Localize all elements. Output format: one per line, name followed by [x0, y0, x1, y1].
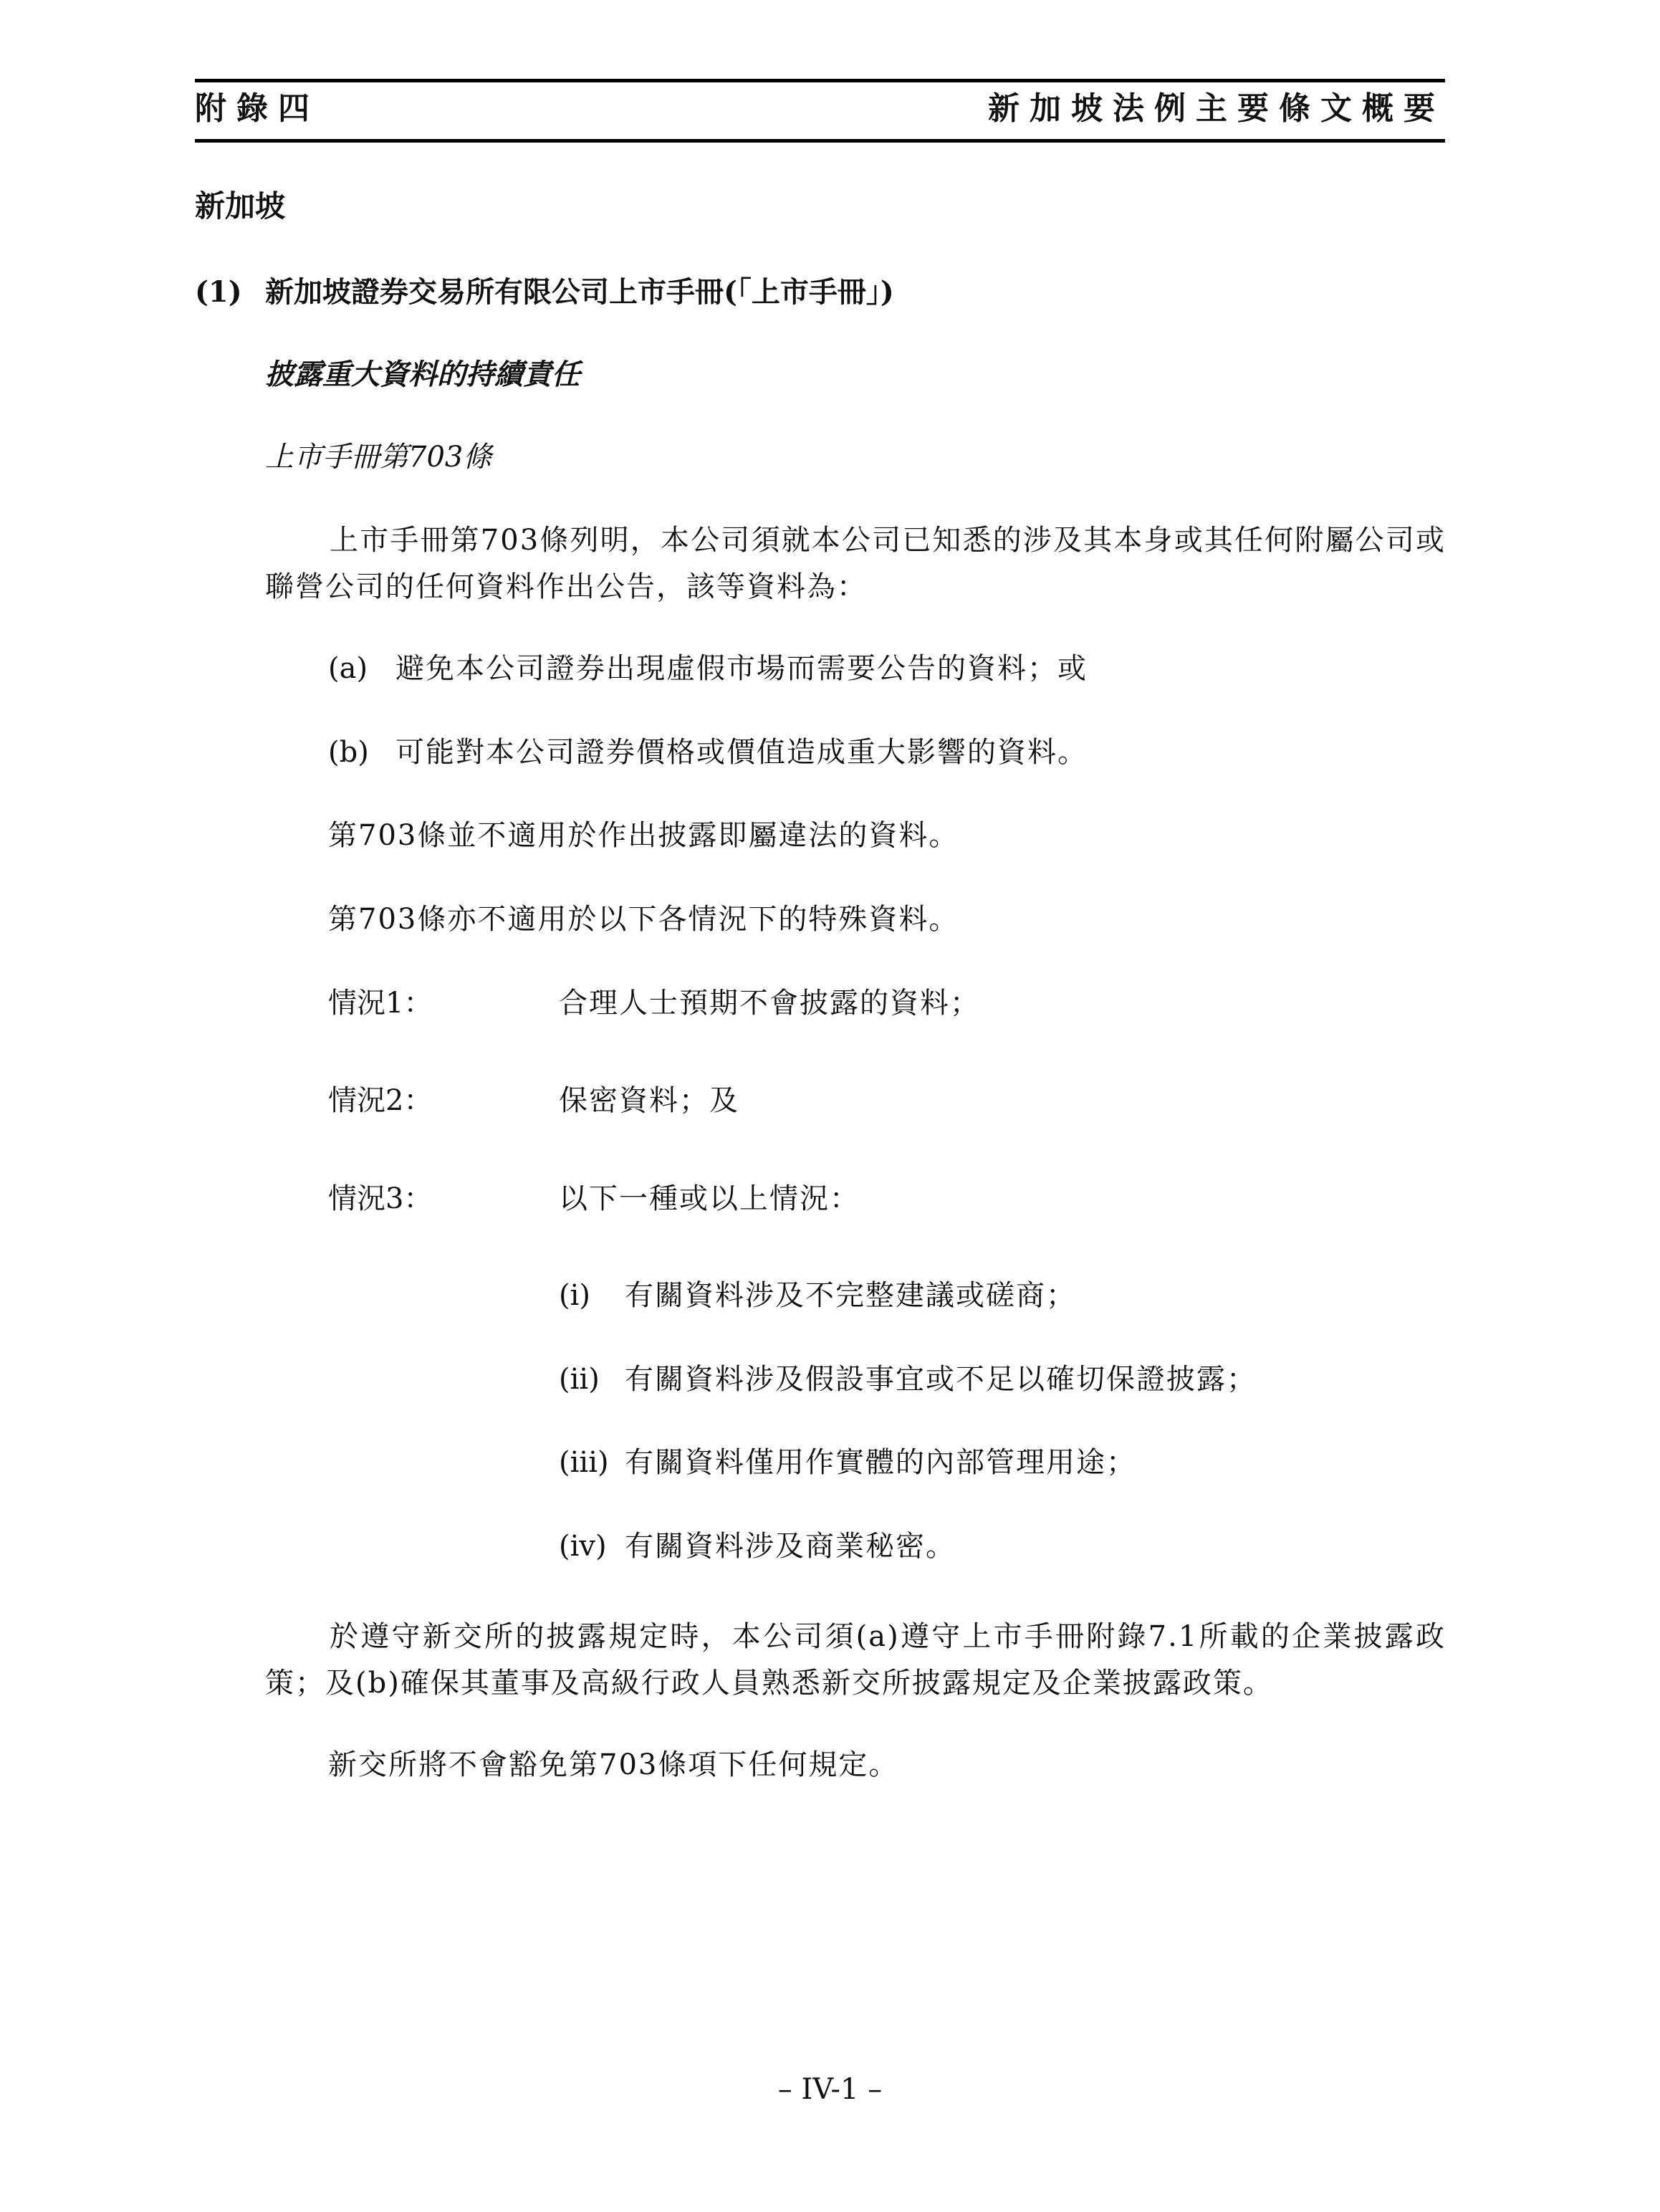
sub-item-iv-label: (iv)	[559, 1530, 607, 1563]
case-2-text: 保密資料；及	[559, 1084, 739, 1117]
compliance-paragraph: 於遵守新交所的披露規定時，本公司須(a)遵守上市手冊附錄7.1所載的企業披露政策；及(b)確保其董事及高級行政人員熟悉新交所披露規定及企業披露政策。	[265, 1620, 1446, 1700]
list-item-b-label: (b)	[328, 736, 369, 769]
exclusion-paragraph: 第703條並不適用於作出披露即屬違法的資料。	[328, 819, 959, 852]
intro-paragraph: 上市手冊第703條列明，本公司須就本公司已知悉的涉及其本身或其任何附屬公司或聯營公司的任何資料作出公告，該等資料為：	[265, 524, 1446, 603]
sub-item-ii-label: (ii)	[559, 1363, 600, 1396]
waiver-paragraph: 新交所將不會豁免第703條項下任何規定。	[328, 1748, 899, 1781]
section-title: 新加坡	[195, 188, 286, 224]
sub-item-iii-label: (iii)	[559, 1446, 609, 1479]
special-info-paragraph: 第703條亦不適用於以下各情況下的特殊資料。	[328, 903, 959, 936]
subheading: 披露重大資料的持續責任	[265, 358, 580, 391]
sub-item-iv-text: 有關資料涉及商業秘密。	[625, 1530, 956, 1563]
rule-reference: 上市手冊第703條	[265, 441, 492, 474]
item1-title: 新加坡證券交易所有限公司上市手冊(「上市手冊」)	[265, 275, 894, 309]
list-item-a-text: 避免本公司證券出現虛假市場而需要公告的資料；或	[395, 652, 1088, 685]
list-item-b-text: 可能對本公司證券價格或價值造成重大影響的資料。	[395, 736, 1088, 769]
case-1-label: 情況1：	[328, 987, 433, 1020]
case-1-text: 合理人士預期不會披露的資料；	[559, 987, 980, 1020]
sub-item-i-text: 有關資料涉及不完整建議或磋商；	[625, 1279, 1076, 1312]
sub-item-iii-text: 有關資料僅用作實體的內部管理用途；	[625, 1446, 1136, 1479]
case-3-text: 以下一種或以上情況：	[559, 1182, 860, 1215]
case-2-label: 情況2：	[328, 1084, 433, 1117]
header-bottom-rule	[195, 139, 1445, 143]
header-top-rule	[195, 79, 1445, 82]
sub-item-ii-text: 有關資料涉及假設事宜或不足以確切保證披露；	[625, 1363, 1257, 1396]
page-number: – IV-1 –	[777, 2073, 883, 2106]
sub-item-i-label: (i)	[559, 1279, 591, 1312]
appendix-label: 附錄四	[195, 90, 320, 127]
appendix-title: 新加坡法例主要條文概要	[988, 90, 1445, 127]
case-3-label: 情況3：	[328, 1182, 433, 1215]
list-item-a-label: (a)	[328, 652, 368, 685]
item1-number: (1)	[195, 275, 242, 309]
